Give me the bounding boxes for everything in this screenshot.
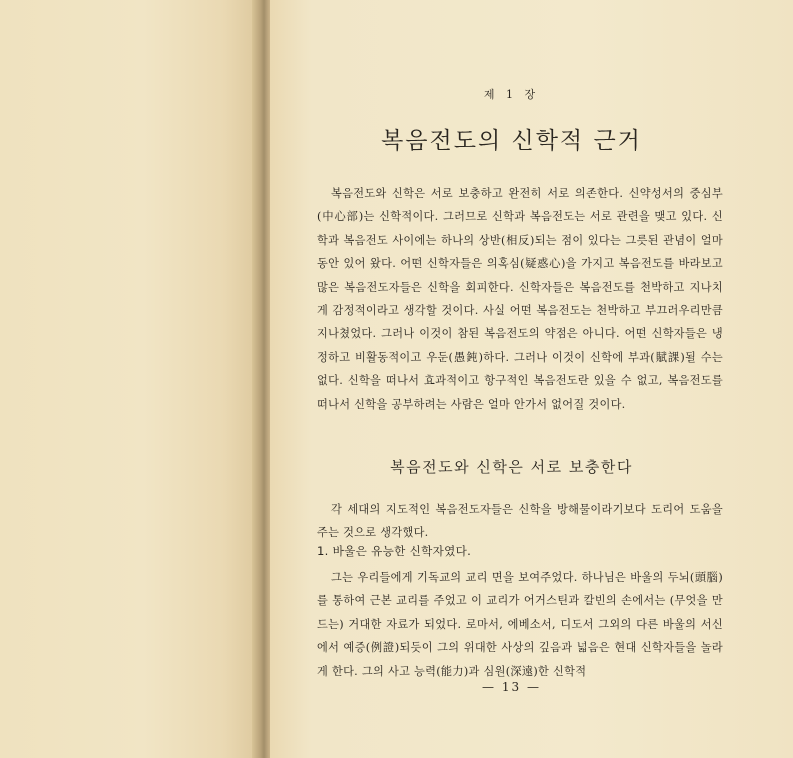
section-paragraph: 각 세대의 지도적인 복음전도자들은 신학을 방해물이라기보다 도리어 도움을 주는 것으로 생각했다. — [317, 503, 723, 540]
chapter-label: 제 1 장 — [483, 88, 540, 101]
page-number: — 13 — — [482, 680, 541, 694]
chapter-title: 복음전도의 신학적 근거 — [381, 128, 642, 154]
section-paragraph-2: 그는 우리들에게 기독교의 교리 면을 보여주었다. 하나님은 바울의 두뇌(頭腦)를 통하여 근본 교리를 주었고 이 교리가 어거스틴과 칼빈의 손에서는 (무엇을 만드는) 거대한 자료가 되었다. 로마서, 에베소서, 디도서 그외의 다른 바울의 서신에서 예증(例證)되듯이 그의 위대한 사상의 깊음과 넓음은 현대 신학자들을 놀라게 한다. 그의 사고 능력(能力)과 심원(深遠)한 신학적 — [317, 571, 723, 678]
intro-paragraph: 복음전도와 신학은 서로 보충하고 완전히 서로 의존한다. 신약성서의 중심부(中心部)는 신학적이다. 그러므로 신학과 복음전도는 서로 관련을 맺고 있다. 신학과 복음전도 사이에는 하나의 상반(相反)되는 점이 있다는 그릇된 관념이 얼마 동안 있어 왔다. 어떤 신학자들은 의혹심(疑惑心)을 가지고 복음전도를 바라보고 많은 복음전도자들은 신학을 회피한다. 신학자들은 복음전도를 천박하고 지나치게 감정적이라고 생각할 것이다. 사실 어떤 복음전도는 천박하고 부끄러우리만큼 지나쳤었다. 그러나 이것이 참된 복음전도의 약점은 아니다. 어떤 신학자들은 냉정하고 비활동적이고 우둔(愚鈍)하다. 그러나 이것이 신학에 부과(賦課)될 수는 없다. 신학을 떠나서 효과적이고 항구적인 복음전도란 있을 수 없고, 복음전도를 떠나서 신학을 공부하려는 사람은 얼마 안가서 없어질 것이다. — [317, 187, 723, 411]
section-heading: 복음전도와 신학은 서로 보충한다 — [390, 458, 633, 476]
sub-heading: 1. 바울은 유능한 신학자였다. — [317, 544, 472, 558]
left-page-blank — [0, 0, 262, 758]
